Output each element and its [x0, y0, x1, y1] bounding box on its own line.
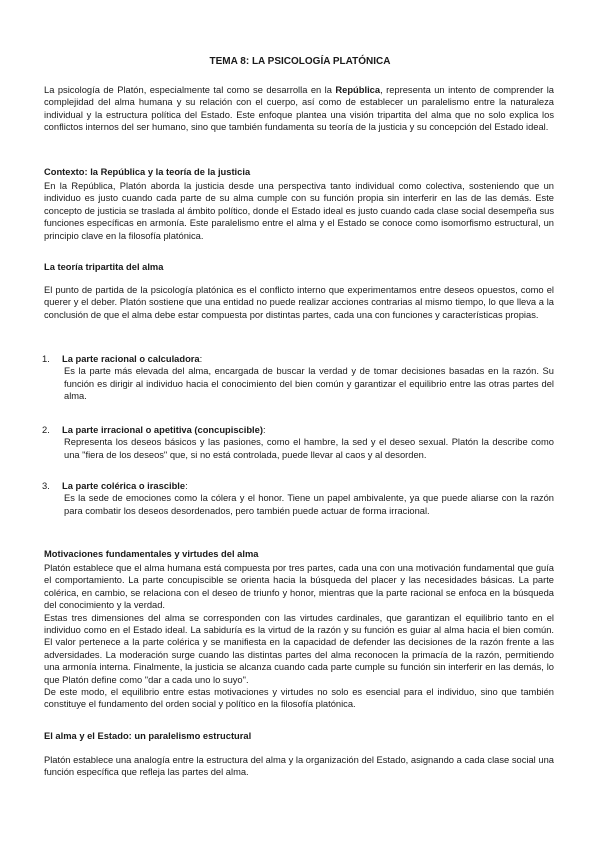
motivaciones-paragraph-1: Platón establece que el alma humana está compuesta por tres partes, cada una con una motivación fundamental que guía el comportamiento. La parte concupiscible se orienta hacia la búsqueda del placer y las necesidades básicas. La parte colérica, en cambio, se relaciona con el deseo de triunfo y honor, mientras que la parte racional se enfoca en la búsqueda del conocimiento y la verdad. [44, 563, 554, 611]
list-number: 3. [42, 481, 50, 491]
list-item-apetitiva [42, 424, 554, 461]
part-title: La parte racional o calculadora [62, 354, 200, 364]
part-title-suffix: : [199, 354, 203, 364]
part-title: La parte colérica o irascible [62, 481, 186, 491]
intro-text-end: , representa un intento de comprender la complejidad del alma humana y su relación con el cuerpo, así como de establecer un paralelismo entre la naturaleza individual y la estructura política del Estado. Este enfoque plantea una visión tripartita del alma que no solo explica los conflictos internos del ser humano, sino que también fundamenta su teoría de la justicia y su concepción del Estado ideal. [44, 85, 554, 133]
list-number: 1. [42, 354, 50, 364]
section-heading-motivaciones: Motivaciones fundamentales y virtudes del alma [44, 549, 259, 559]
motivaciones-paragraph-3: De este modo, el equilibrio entre estas motivaciones y virtudes no solo es esencial para el individuo, sino que también constituye el fundamento del orden social y político en la filosofía platónica. [44, 687, 554, 710]
tripartita-paragraph: El punto de partida de la psicología platónica es el conflicto interno que experimentamos entre deseos opuestos, como el querer y el deber. Platón sostiene que una entidad no puede realizar acciones contrarias al mismo tiempo, lo que lleva a la conclusión de que el alma debe estar compuesta por distintas partes, cada una con funciones y características propias. [44, 285, 554, 320]
part-description: Representa los deseos básicos y las pasiones, como el hambre, la sed y el deseo sexual. Platón la describe como una "fiera de los deseos" que, si no está controlada, puede llevar al caos y al desorden. [64, 437, 554, 460]
list-number: 2. [42, 425, 50, 435]
intro-text-start: La psicología de Platón, especialmente tal como se desarrolla en la [44, 85, 336, 95]
part-title: La parte irracional o apetitiva (concupiscible) [62, 425, 263, 435]
section-heading-contexto: Contexto: la República y la teoría de la justicia [44, 167, 251, 177]
motivaciones-body [44, 562, 554, 711]
section-heading-tripartita: La teoría tripartita del alma [44, 262, 164, 272]
page-title: TEMA 8: LA PSICOLOGÍA PLATÓNICA [209, 56, 391, 67]
estado-paragraph: Platón establece una analogía entre la estructura del alma y la organización del Estado, asignando a cada clase social una función específica que refleja las partes del alma. [44, 755, 554, 778]
list-item-colerica [42, 480, 554, 517]
motivaciones-paragraph-2: Estas tres dimensiones del alma se corresponden con las virtudes cardinales, que garantizan el equilibrio tanto en el individuo como en el Estado ideal. La sabiduría es la virtud de la razón y su función es guiar al alma hacia el bien común. El valor pertenece a la parte colérica y se manifiesta en la capacidad de defender las decisiones de la razón frente a las adversidades. La moderación surge cuando las distintas partes del alma reconocen la primacía de la razón, permitiendo una armonía interna. Finalmente, la justicia se alcanza cuando cada parte cumple su función sin interferir en las demás, lo que Platón define como "dar a cada uno lo suyo". [44, 612, 554, 685]
part-description: Es la sede de emociones como la cólera y el honor. Tiene un papel ambivalente, ya que puede aliarse con la razón para combatir los deseos desordenados, pero también puede actuar de forma irracional. [64, 493, 554, 516]
part-description: Es la parte más elevada del alma, encargada de buscar la verdad y de tomar decisiones basadas en la razón. Su función es dirigir al individuo hacia el conocimiento del bien común y garantizar el equilibrio entre las otras partes del alma. [64, 366, 554, 402]
intro-bold-republica: República [335, 85, 381, 95]
part-title-suffix: : [262, 425, 266, 435]
section-heading-estado: El alma y el Estado: un paralelismo estructural [44, 731, 252, 741]
contexto-paragraph: En la República, Platón aborda la justicia desde una perspectiva tanto individual como colectiva, sosteniendo que un individuo es justo cuando cada parte de su alma cumple con su función propia sin interferir en las de las demás. Este concepto de justicia se traslada al ámbito político, donde el Estado ideal es justo cuando cada clase social desempeña sus funciones específicas en armonía. Este paralelismo entre el alma y el Estado se conoce como isomorfismo estructural, un principio clave en la filosofía platónica. [44, 181, 554, 241]
intro-paragraph [44, 84, 554, 134]
part-title-suffix: : [185, 481, 188, 491]
list-item-racional [42, 353, 554, 403]
